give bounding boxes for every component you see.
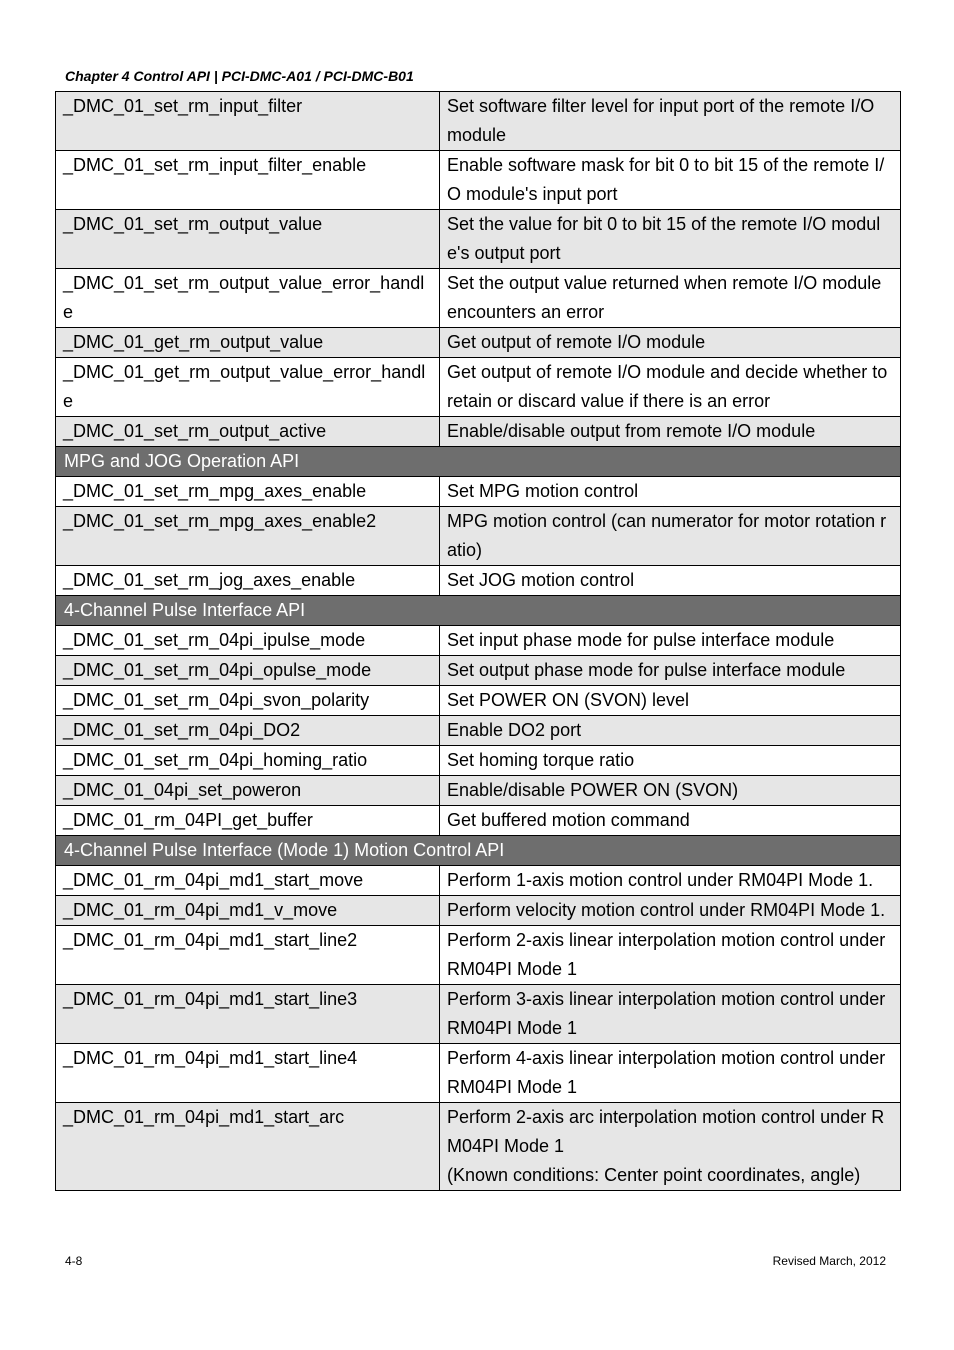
section-header-row — [56, 836, 901, 866]
table-row — [56, 686, 901, 716]
description-cell: Perform 3-axis linear interpolation motion control under RM04PI Mode 1 — [440, 985, 901, 1044]
table-row — [56, 566, 901, 596]
function-name-cell: _DMC_01_set_rm_jog_axes_enable — [56, 566, 440, 596]
table-row — [56, 151, 901, 210]
function-name-cell: _DMC_01_set_rm_output_value — [56, 210, 440, 269]
section-header-row — [56, 596, 901, 626]
table-row — [56, 269, 901, 328]
table-row — [56, 656, 901, 686]
description-cell: Perform 1-axis motion control under RM04PI Mode 1. — [440, 866, 901, 896]
description-cell: Get buffered motion command — [440, 806, 901, 836]
description-cell: Set software filter level for input port of the remote I/O module — [440, 92, 901, 151]
function-name-cell: _DMC_01_set_rm_mpg_axes_enable — [56, 477, 440, 507]
function-name-cell: _DMC_01_rm_04pi_md1_v_move — [56, 896, 440, 926]
description-cell: Set output phase mode for pulse interface module — [440, 656, 901, 686]
function-name-cell: _DMC_01_set_rm_output_active — [56, 417, 440, 447]
page-header: Chapter 4 Control API | PCI-DMC-A01 / PCI-DMC-B01 — [65, 68, 414, 84]
description-cell: Set MPG motion control — [440, 477, 901, 507]
description-cell: Set POWER ON (SVON) level — [440, 686, 901, 716]
function-name-cell: _DMC_01_rm_04PI_get_buffer — [56, 806, 440, 836]
function-name-cell: _DMC_01_set_rm_04pi_DO2 — [56, 716, 440, 746]
function-name-cell: _DMC_01_set_rm_04pi_homing_ratio — [56, 746, 440, 776]
function-name-cell: _DMC_01_get_rm_output_value — [56, 328, 440, 358]
description-cell: Perform 4-axis linear interpolation motion control under RM04PI Mode 1 — [440, 1044, 901, 1103]
table-row — [56, 716, 901, 746]
function-name-cell: _DMC_01_rm_04pi_md1_start_line3 — [56, 985, 440, 1044]
section-title: 4-Channel Pulse Interface (Mode 1) Motion Control API — [56, 836, 901, 866]
description-cell: Set the output value returned when remote I/O module encounters an error — [440, 269, 901, 328]
description-cell: Enable software mask for bit 0 to bit 15 of the remote I/O module's input port — [440, 151, 901, 210]
table-row — [56, 746, 901, 776]
description-cell: Enable DO2 port — [440, 716, 901, 746]
description-cell: Set the value for bit 0 to bit 15 of the remote I/O module's output port — [440, 210, 901, 269]
table-row — [56, 926, 901, 985]
table-row — [56, 477, 901, 507]
description-cell: Enable/disable POWER ON (SVON) — [440, 776, 901, 806]
description-cell: Set JOG motion control — [440, 566, 901, 596]
table-row — [56, 776, 901, 806]
description-cell: Enable/disable output from remote I/O module — [440, 417, 901, 447]
table-row — [56, 358, 901, 417]
table-row — [56, 1044, 901, 1103]
description-cell: Perform 2-axis arc interpolation motion control under RM04PI Mode 1 (Known conditions: Center point coordinates, angle) — [440, 1103, 901, 1191]
table-row — [56, 806, 901, 836]
function-name-cell: _DMC_01_get_rm_output_value_error_handle — [56, 358, 440, 417]
description-cell: Get output of remote I/O module — [440, 328, 901, 358]
table-row — [56, 866, 901, 896]
section-title: 4-Channel Pulse Interface API — [56, 596, 901, 626]
table-row — [56, 985, 901, 1044]
function-name-cell: _DMC_01_set_rm_input_filter — [56, 92, 440, 151]
function-name-cell: _DMC_01_set_rm_input_filter_enable — [56, 151, 440, 210]
table-row — [56, 626, 901, 656]
table-row — [56, 328, 901, 358]
api-table — [55, 91, 901, 1191]
description-cell: Set homing torque ratio — [440, 746, 901, 776]
description-cell: Perform velocity motion control under RM04PI Mode 1. — [440, 896, 901, 926]
table-row — [56, 507, 901, 566]
function-name-cell: _DMC_01_rm_04pi_md1_start_line2 — [56, 926, 440, 985]
function-name-cell: _DMC_01_set_rm_04pi_svon_polarity — [56, 686, 440, 716]
api-table-body — [56, 92, 901, 1191]
description-cell: Get output of remote I/O module and decide whether to retain or discard value if there is an error — [440, 358, 901, 417]
section-header-row — [56, 447, 901, 477]
page-number: 4-8 — [65, 1254, 83, 1268]
function-name-cell: _DMC_01_rm_04pi_md1_start_arc — [56, 1103, 440, 1191]
function-name-cell: _DMC_01_set_rm_mpg_axes_enable2 — [56, 507, 440, 566]
description-cell: Perform 2-axis linear interpolation motion control under RM04PI Mode 1 — [440, 926, 901, 985]
table-row — [56, 1103, 901, 1191]
function-name-cell: _DMC_01_set_rm_04pi_opulse_mode — [56, 656, 440, 686]
table-row — [56, 210, 901, 269]
function-name-cell: _DMC_01_set_rm_output_value_error_handle — [56, 269, 440, 328]
function-name-cell: _DMC_01_set_rm_04pi_ipulse_mode — [56, 626, 440, 656]
function-name-cell: _DMC_01_04pi_set_poweron — [56, 776, 440, 806]
table-row — [56, 417, 901, 447]
table-row — [56, 92, 901, 151]
description-cell: Set input phase mode for pulse interface module — [440, 626, 901, 656]
revision-date: Revised March, 2012 — [772, 1254, 886, 1268]
section-title: MPG and JOG Operation API — [56, 447, 901, 477]
function-name-cell: _DMC_01_rm_04pi_md1_start_line4 — [56, 1044, 440, 1103]
table-row — [56, 896, 901, 926]
description-cell: MPG motion control (can numerator for motor rotation ratio) — [440, 507, 901, 566]
function-name-cell: _DMC_01_rm_04pi_md1_start_move — [56, 866, 440, 896]
